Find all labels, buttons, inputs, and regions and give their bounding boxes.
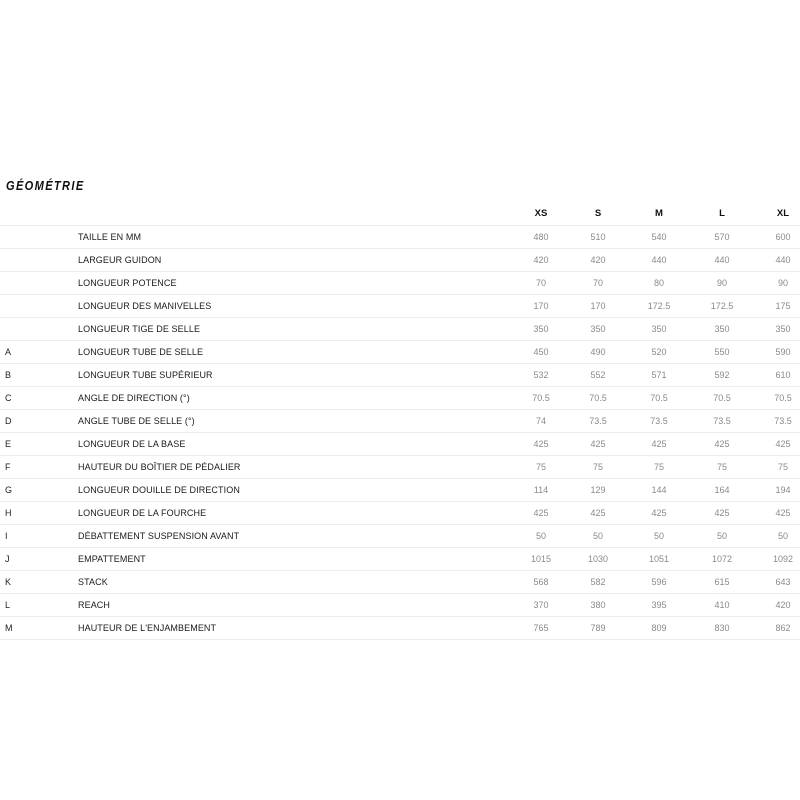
value-cell: 70 [592,278,603,288]
value-cell: 350 [775,324,791,334]
row-label: LONGUEUR TIGE DE SELLE [78,324,201,334]
value-cell: 532 [533,370,549,380]
table-row [0,571,800,594]
value-cell: 175 [775,301,791,311]
size-header-l: L [719,207,725,219]
row-letter [5,249,25,271]
value-cell: 425 [590,508,606,518]
row-label: HAUTEUR DE L'ENJAMBEMENT [78,623,217,633]
value-cell: 170 [533,301,549,311]
row-letter: M [5,623,13,633]
row-label: STACK [78,577,108,587]
value-cell: 420 [590,255,606,265]
value-cell: 420 [533,255,549,265]
table-body [0,226,800,640]
row-letter: A [5,347,12,357]
row-letter [5,318,25,340]
value-cell: 420 [775,600,791,610]
row-letter [5,226,25,248]
table-row [0,548,800,571]
row-label: HAUTEUR DU BOÎTIER DE PÉDALIER [78,462,241,472]
row-letter: D [5,416,12,426]
value-cell: 425 [651,439,667,449]
value-cell: 70.5 [532,393,550,403]
table-row [0,433,800,456]
row-label: ANGLE TUBE DE SELLE (°) [78,416,195,426]
value-cell: 170 [590,301,606,311]
table-row [0,295,800,318]
value-cell: 75 [777,462,788,472]
size-header-xs: XS [534,207,548,219]
row-letter [5,295,25,317]
value-cell: 90 [777,278,788,288]
value-cell: 789 [590,623,606,633]
value-cell: 643 [775,577,791,587]
value-cell: 73.5 [589,416,607,426]
table-row [0,272,800,295]
value-cell: 425 [714,508,730,518]
geometry-table [0,201,800,640]
value-cell: 70.5 [650,393,668,403]
table-header-row [0,201,800,226]
value-cell: 425 [775,508,791,518]
value-cell: 350 [714,324,730,334]
row-label: LONGUEUR DOUILLE DE DIRECTION [78,485,240,495]
row-label: DÉBATTEMENT SUSPENSION AVANT [78,531,240,541]
value-cell: 440 [651,255,667,265]
value-cell: 425 [651,508,667,518]
value-cell: 75 [653,462,664,472]
table-row [0,617,800,640]
row-label: EMPATTEMENT [78,554,146,564]
value-cell: 172.5 [647,301,671,311]
row-letter: E [5,439,12,449]
value-cell: 350 [590,324,606,334]
value-cell: 425 [533,508,549,518]
value-cell: 830 [714,623,730,633]
value-cell: 600 [775,232,791,242]
table-row [0,594,800,617]
value-cell: 75 [535,462,546,472]
table-row [0,226,800,249]
table-row [0,479,800,502]
value-cell: 520 [651,347,667,357]
value-cell: 1030 [587,554,609,564]
value-cell: 592 [714,370,730,380]
row-label: LONGUEUR POTENCE [78,278,177,288]
value-cell: 50 [535,531,546,541]
value-cell: 380 [590,600,606,610]
value-cell: 1051 [648,554,670,564]
value-cell: 610 [775,370,791,380]
value-cell: 809 [651,623,667,633]
row-letter: B [5,370,12,380]
value-cell: 615 [714,577,730,587]
row-label: LONGUEUR TUBE DE SELLE [78,347,204,357]
value-cell: 73.5 [713,416,731,426]
row-letter: G [5,485,13,495]
value-cell: 550 [714,347,730,357]
row-label: LONGUEUR TUBE SUPÉRIEUR [78,370,213,380]
table-row [0,387,800,410]
row-letter [5,272,25,294]
value-cell: 370 [533,600,549,610]
value-cell: 450 [533,347,549,357]
value-cell: 552 [590,370,606,380]
value-cell: 540 [651,232,667,242]
table-row [0,341,800,364]
row-letter: H [5,508,12,518]
value-cell: 571 [651,370,667,380]
value-cell: 70.5 [589,393,607,403]
table-row [0,249,800,272]
row-letter: F [5,462,11,472]
row-letter: I [5,531,8,541]
value-cell: 510 [590,232,606,242]
value-cell: 75 [716,462,727,472]
value-cell: 73.5 [774,416,792,426]
value-cell: 194 [775,485,791,495]
value-cell: 164 [714,485,730,495]
value-cell: 50 [716,531,727,541]
value-cell: 570 [714,232,730,242]
value-cell: 172.5 [710,301,734,311]
value-cell: 590 [775,347,791,357]
row-label: REACH [78,600,111,610]
row-letter: L [5,600,11,610]
value-cell: 582 [590,577,606,587]
table-row [0,364,800,387]
value-cell: 50 [592,531,603,541]
row-label: LONGUEUR DES MANIVELLES [78,301,212,311]
section-title: GÉOMÉTRIE [6,178,85,193]
row-label: LONGUEUR DE LA FOURCHE [78,508,207,518]
value-cell: 425 [590,439,606,449]
value-cell: 144 [651,485,667,495]
value-cell: 425 [714,439,730,449]
value-cell: 90 [716,278,727,288]
value-cell: 1092 [772,554,794,564]
value-cell: 440 [714,255,730,265]
row-label: LARGEUR GUIDON [78,255,162,265]
value-cell: 50 [777,531,788,541]
table-row [0,502,800,525]
value-cell: 862 [775,623,791,633]
value-cell: 568 [533,577,549,587]
value-cell: 75 [592,462,603,472]
value-cell: 114 [533,485,549,495]
value-cell: 129 [590,485,606,495]
value-cell: 70 [535,278,546,288]
row-label: LONGUEUR DE LA BASE [78,439,186,449]
table-row [0,318,800,341]
row-label: TAILLE EN MM [78,232,142,242]
value-cell: 395 [651,600,667,610]
table-row [0,410,800,433]
value-cell: 410 [714,600,730,610]
value-cell: 440 [775,255,791,265]
value-cell: 490 [590,347,606,357]
value-cell: 74 [535,416,546,426]
value-cell: 1072 [711,554,733,564]
table-row [0,525,800,548]
row-label: ANGLE DE DIRECTION (°) [78,393,190,403]
value-cell: 80 [653,278,664,288]
row-letter: K [5,577,12,587]
size-header-xl: XL [776,207,790,219]
table-row [0,456,800,479]
value-cell: 350 [533,324,549,334]
value-cell: 425 [533,439,549,449]
size-header-m: M [655,207,663,219]
row-letter: J [5,554,10,564]
value-cell: 1015 [530,554,552,564]
value-cell: 50 [653,531,664,541]
size-header-s: S [594,207,602,219]
row-letter: C [5,393,12,403]
value-cell: 596 [651,577,667,587]
value-cell: 70.5 [713,393,731,403]
value-cell: 765 [533,623,549,633]
value-cell: 70.5 [774,393,792,403]
value-cell: 350 [651,324,667,334]
value-cell: 73.5 [650,416,668,426]
value-cell: 480 [533,232,549,242]
value-cell: 425 [775,439,791,449]
